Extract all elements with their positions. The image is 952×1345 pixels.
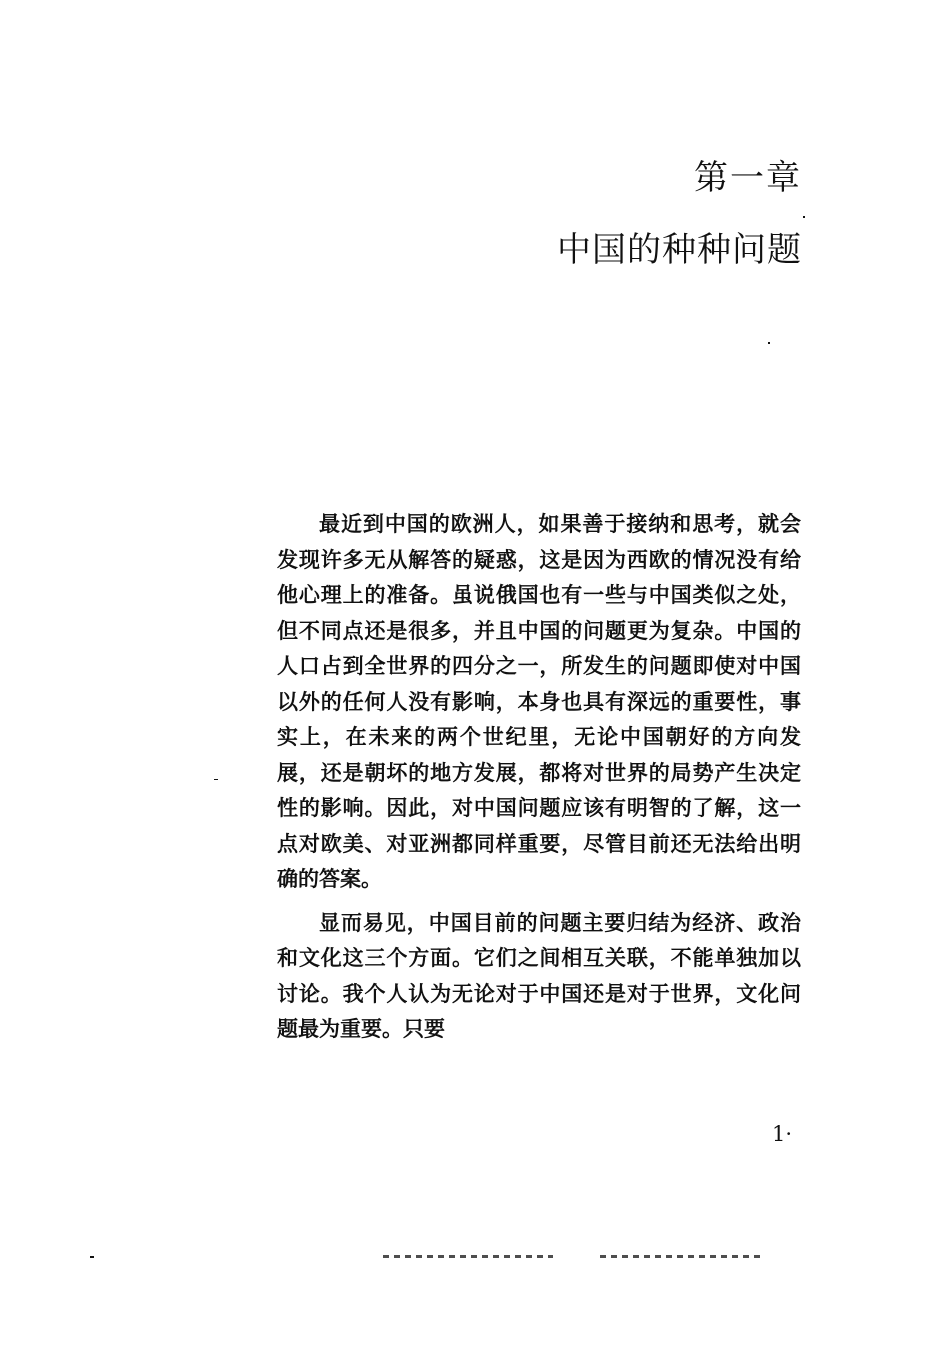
paragraph-1: 最近到中国的欧洲人，如果善于接纳和思考，就会发现许多无从解答的疑惑，这是因为西欧的情况没有给他心理上的准备。虽说俄国也有一些与中国类似之处，但不同点还是很多，并且中国的问题更为复杂。中国的人口占到全世界的四分之一，所发生的问题即使对中国以外的任何人没有影响，本身也具有深远的重要性，事实上，在未来的两个世纪里，无论中国朝好的方向发展，还是朝坏的地方发展，都将对世界的局势产生决定性的影响。因此，对中国问题应该有明智的了解，这一点对欧美、对亚洲都同样重要，尽管目前还无法给出明确的答案。: [277, 511, 801, 891]
chapter-number: 第一章: [694, 158, 802, 198]
chapter-title: 中国的种种问题: [557, 230, 802, 270]
scan-speck: [768, 342, 770, 344]
scan-speck: [214, 779, 218, 780]
body-text: [277, 506, 801, 1055]
scan-noise-band: [600, 1255, 765, 1258]
page-number: 1·: [772, 1122, 793, 1146]
scan-speck: [803, 216, 805, 218]
scan-speck: [90, 1256, 94, 1258]
paragraph-2: 显而易见，中国目前的问题主要归结为经济、政治和文化这三个方面。它们之间相互关联，不能单独加以讨论。我个人认为无论对于中国还是对于世界，文化问题最为重要。只要: [277, 909, 801, 1041]
scan-noise-band: [383, 1255, 553, 1258]
